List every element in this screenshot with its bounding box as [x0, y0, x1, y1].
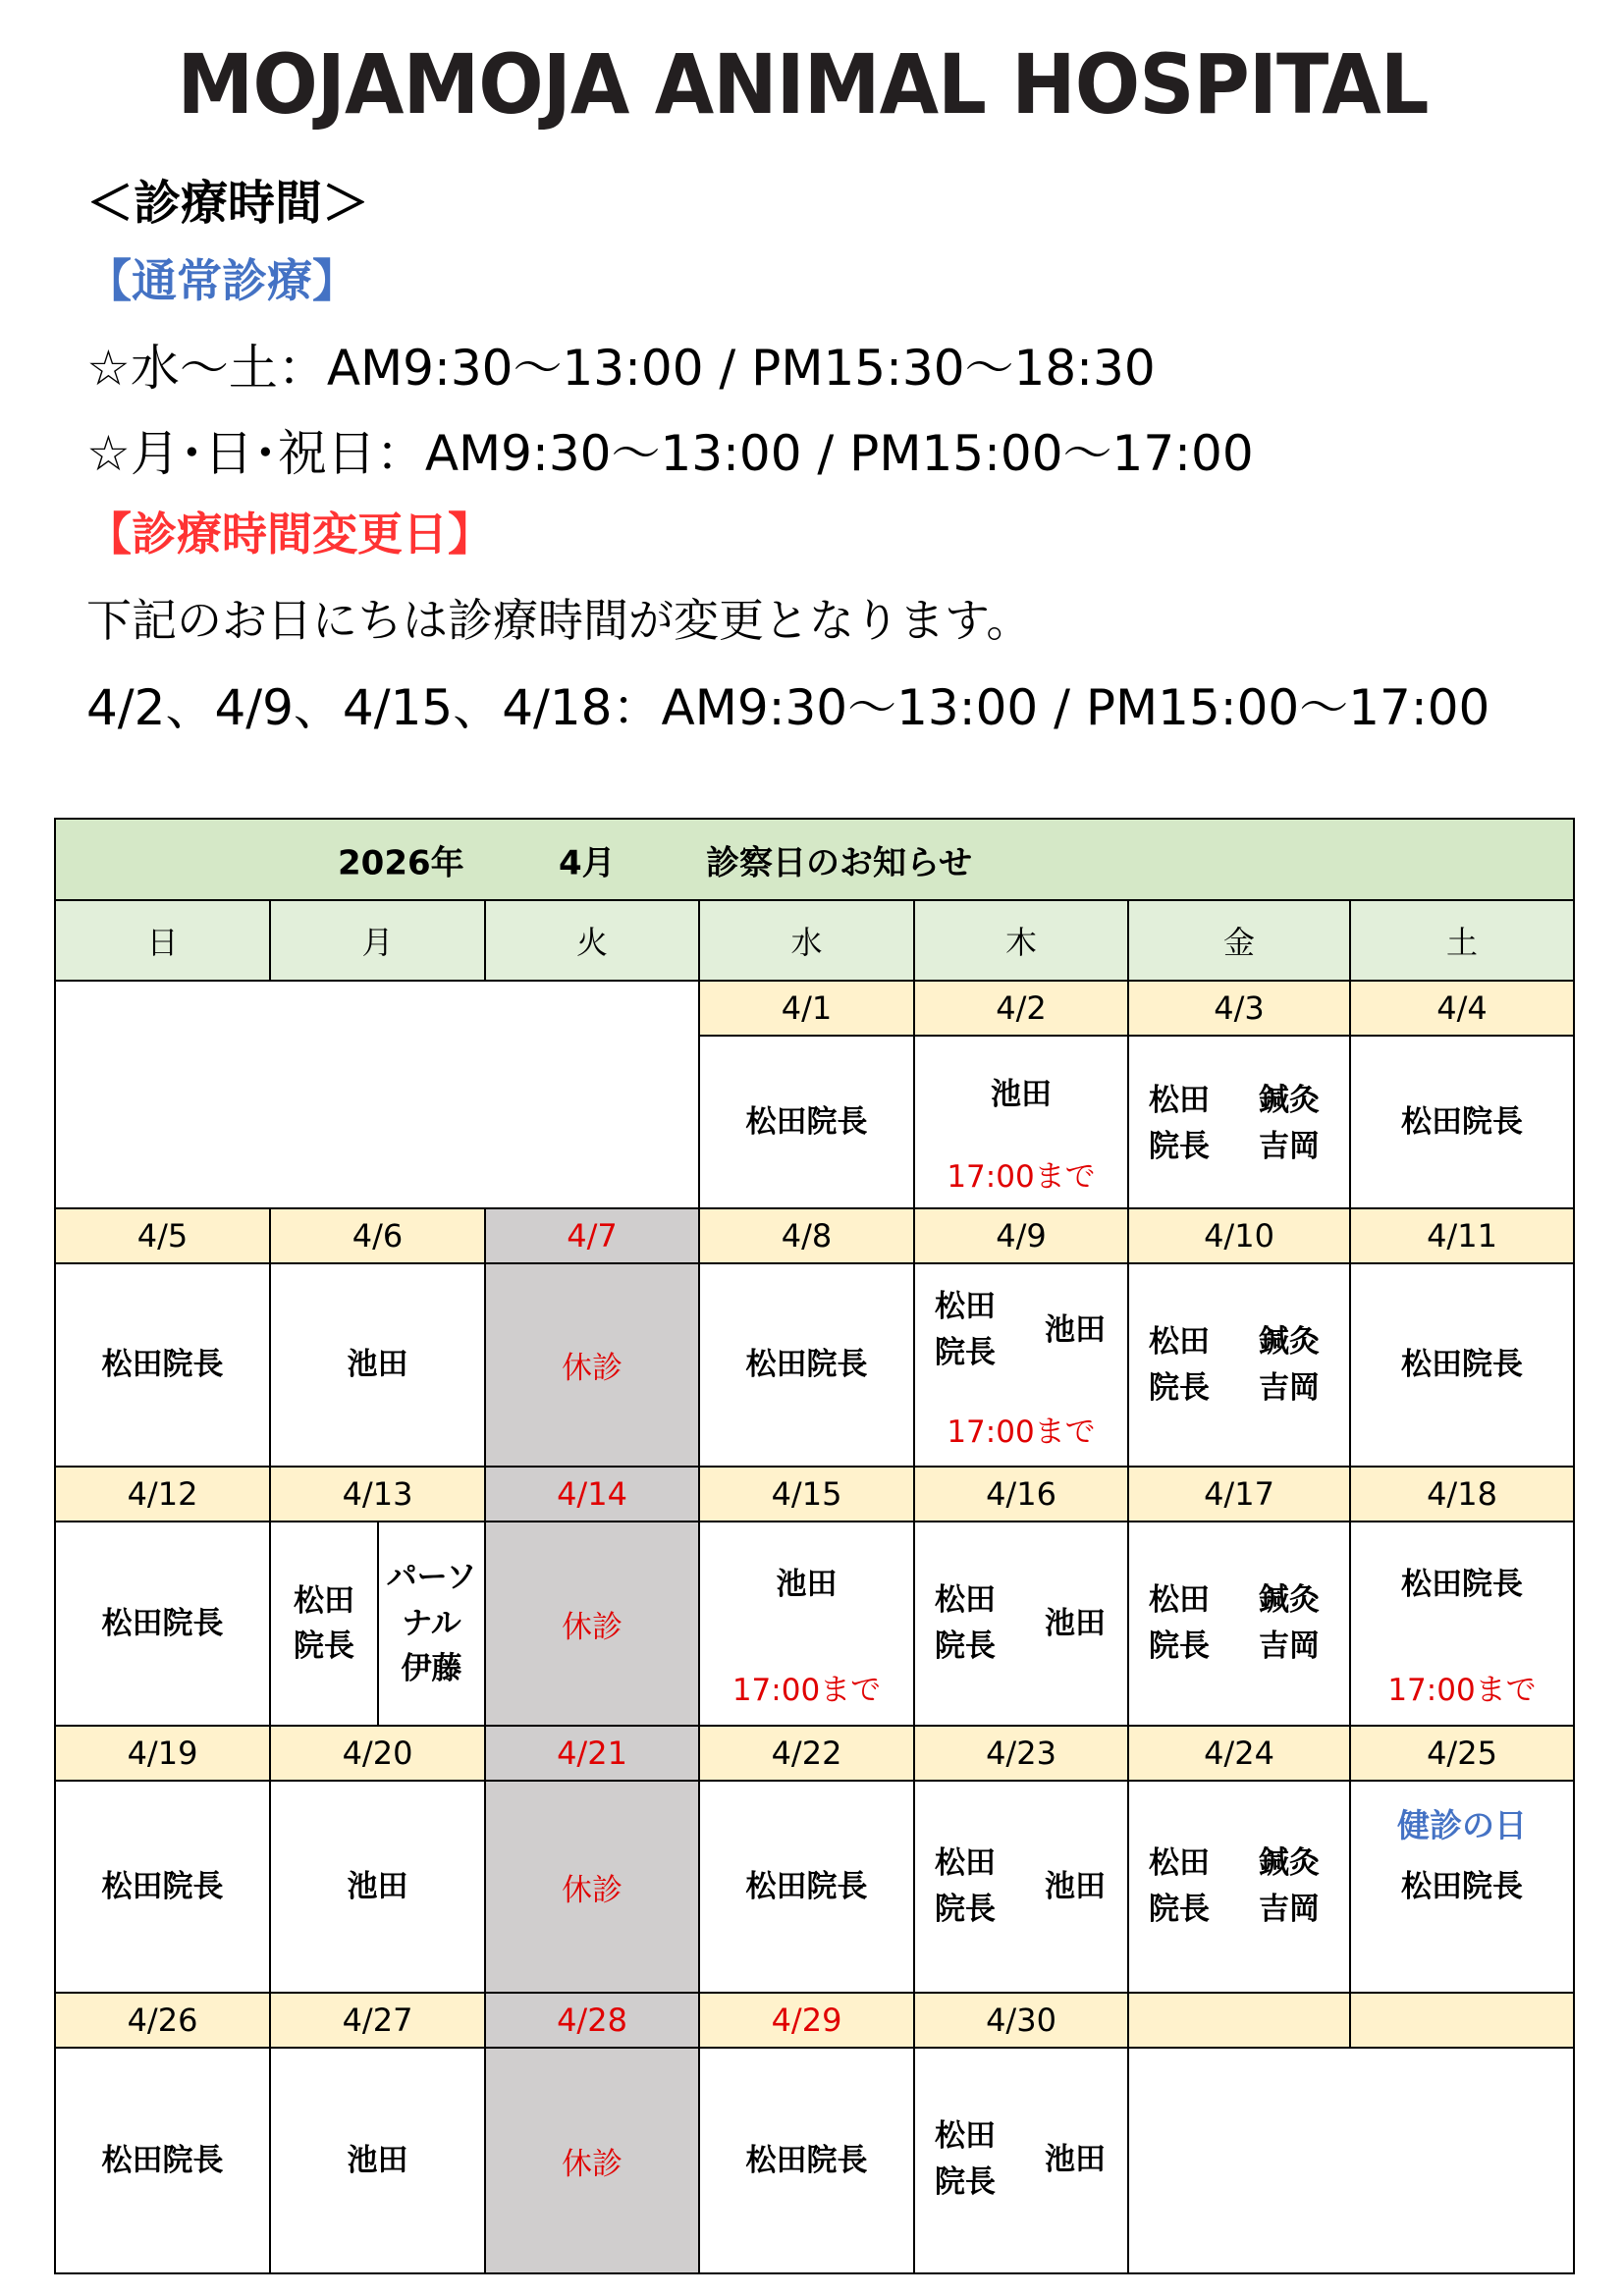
- doctor-name: 松田院長: [745, 1103, 868, 1140]
- doctor-name: 池田: [347, 2142, 408, 2178]
- doctor-cell: [700, 1522, 915, 1727]
- schedule-calendar: [54, 818, 1575, 2274]
- date-cell: 4/6: [271, 1209, 486, 1264]
- empty-cell: [1129, 2049, 1573, 2272]
- date-cell: 4/20: [271, 1727, 486, 1782]
- banner-month: 4月: [559, 843, 616, 882]
- weekday-tue: 火: [486, 901, 700, 982]
- empty-cell: [56, 982, 700, 1209]
- date-cell: 4/9: [915, 1209, 1129, 1264]
- doctor-name: 池田: [776, 1567, 838, 1602]
- date-cell: 4/11: [1351, 1209, 1573, 1264]
- until-note: 17:00まで: [947, 1159, 1096, 1195]
- doctor-name: 松田院長: [1401, 1869, 1523, 1904]
- doctor-name: 松田院長: [101, 1868, 224, 1904]
- date-cell-closed: 4/7: [486, 1209, 700, 1264]
- date-cell: 4/5: [56, 1209, 271, 1264]
- doctor-cell: [700, 2049, 915, 2272]
- date-cell-closed: 4/21: [486, 1727, 700, 1782]
- date-cell-holiday: 4/29: [700, 1994, 915, 2049]
- date-cell-closed: 4/14: [486, 1468, 700, 1522]
- doctor-cell: [271, 1522, 379, 1727]
- hospital-logo: MOJAMOJA ANIMAL HOSPITAL: [177, 36, 1429, 133]
- doctor-name: 松田院長: [101, 1347, 224, 1383]
- date-cell: 4/17: [1129, 1468, 1351, 1522]
- doctor-name: 松田 院長: [1149, 1324, 1210, 1406]
- date-cell: 4/19: [56, 1727, 271, 1782]
- normal-hours-heading: 【通常診療】: [86, 254, 357, 307]
- doctor-name: 松田院長: [745, 1868, 868, 1904]
- date-cell: 4/13: [271, 1468, 486, 1522]
- doctor-cell: [1351, 1037, 1573, 1209]
- doctor-cell: [915, 1782, 1129, 1994]
- until-note: 17:00まで: [731, 1673, 882, 1708]
- banner-title: 診察日のお知らせ: [706, 843, 972, 882]
- date-cell: 4/27: [271, 1994, 486, 2049]
- doctor-cell: [56, 1264, 271, 1468]
- doctor-name: 池田: [1045, 1606, 1106, 1641]
- date-cell: 4/2: [915, 982, 1129, 1037]
- doctor-name: 池田: [1045, 2142, 1106, 2177]
- doctor-name: 松田院長: [101, 2142, 224, 2178]
- closed-cell: [486, 2049, 700, 2272]
- doctor-cell: [56, 1522, 271, 1727]
- doctor-name: 松田院長: [1401, 1103, 1523, 1140]
- weekday-wed: 水: [700, 901, 915, 982]
- changed-hours-note: 下記のお日にちは診療時間が変更となります。: [86, 594, 1032, 647]
- date-cell: 4/22: [700, 1727, 915, 1782]
- doctor-cell: [915, 1522, 1129, 1727]
- closed-label: 休診: [562, 1609, 623, 1645]
- weekday-sun: 日: [56, 901, 271, 982]
- doctor-cell: [700, 1037, 915, 1209]
- doctor-name: 松田 院長: [935, 1845, 996, 1927]
- doctor-name: 松田 院長: [1149, 1845, 1210, 1927]
- doctor-cell: [915, 2049, 1129, 2272]
- doctor-name: 松田 院長: [294, 1582, 354, 1664]
- doctor-name: 松田 院長: [1149, 1083, 1210, 1164]
- doctor-cell: [1351, 1782, 1573, 1994]
- weekday-fri: 金: [1129, 901, 1351, 982]
- date-cell: 4/23: [915, 1727, 1129, 1782]
- weekday-thu: 木: [915, 901, 1129, 982]
- doctor-cell: [271, 2049, 486, 2272]
- doctor-cell: [915, 1264, 1129, 1468]
- normal-hours-wed-sat: ☆水～土：AM9:30～13:00 / PM15:30～18:30: [86, 340, 1156, 397]
- doctor-cell: [271, 1264, 486, 1468]
- weekday-sat: 土: [1351, 901, 1573, 982]
- personal-trainer-name: パーソ ナル 伊藤: [386, 1560, 477, 1687]
- normal-hours-mon-sun-holiday: ☆月･日･祝日：AM9:30～13:00 / PM15:00～17:00: [86, 425, 1254, 482]
- date-cell: 4/8: [700, 1209, 915, 1264]
- date-cell-closed: 4/28: [486, 1994, 700, 2049]
- date-cell: 4/30: [915, 1994, 1129, 2049]
- doctor-cell: [271, 1782, 486, 1994]
- date-cell: 4/16: [915, 1468, 1129, 1522]
- doctor-name: 松田院長: [1401, 1567, 1523, 1602]
- doctor-name: 松田院長: [745, 1347, 868, 1383]
- closed-label: 休診: [562, 1351, 623, 1386]
- acupuncture-name: 鍼灸 吉岡: [1259, 1083, 1320, 1164]
- doctor-name: 松田 院長: [935, 2118, 996, 2200]
- section-title: ＜診療時間＞: [86, 176, 370, 231]
- date-cell: 4/15: [700, 1468, 915, 1522]
- acupuncture-name: 鍼灸 吉岡: [1259, 1845, 1320, 1927]
- doctor-cell: [1129, 1037, 1351, 1209]
- closed-cell: [486, 1264, 700, 1468]
- doctor-cell: [700, 1782, 915, 1994]
- doctor-name: 池田: [347, 1868, 408, 1904]
- doctor-name: 松田院長: [745, 2142, 868, 2178]
- banner-year: 2026年: [338, 843, 464, 882]
- changed-hours-heading: 【診療時間変更日】: [86, 507, 493, 561]
- closed-label: 休診: [562, 1872, 623, 1908]
- doctor-cell: [1351, 1522, 1573, 1727]
- closed-cell: [486, 1522, 700, 1727]
- date-cell: 4/25: [1351, 1727, 1573, 1782]
- doctor-cell: [56, 1782, 271, 1994]
- closed-cell: [486, 1782, 700, 1994]
- weekday-mon: 月: [271, 901, 486, 982]
- doctor-cell: [1129, 1264, 1351, 1468]
- empty-date-cell: [1351, 1994, 1573, 2049]
- date-cell: 4/26: [56, 1994, 271, 2049]
- doctor-name: 松田 院長: [1149, 1582, 1210, 1664]
- doctor-name: 松田院長: [1401, 1347, 1523, 1383]
- date-cell: 4/10: [1129, 1209, 1351, 1264]
- date-cell: 4/24: [1129, 1727, 1351, 1782]
- date-cell: 4/18: [1351, 1468, 1573, 1522]
- doctor-cell: [1351, 1264, 1573, 1468]
- closed-label: 休診: [562, 2146, 623, 2182]
- date-cell: 4/4: [1351, 982, 1573, 1037]
- doctor-cell: [1129, 1782, 1351, 1994]
- until-note: 17:00まで: [1387, 1673, 1537, 1708]
- empty-date-cell: [1129, 1994, 1351, 2049]
- changed-hours-dates: 4/2、4/9、4/15、4/18：AM9:30～13:00 / PM15:00～17:00: [86, 679, 1490, 736]
- doctor-cell: [915, 1037, 1129, 1209]
- doctor-name: 池田: [1045, 1869, 1106, 1904]
- date-cell: 4/12: [56, 1468, 271, 1522]
- doctor-cell: [56, 2049, 271, 2272]
- doctor-name: 松田 院長: [935, 1289, 996, 1370]
- doctor-name: 池田: [1045, 1312, 1106, 1348]
- doctor-name: 松田院長: [101, 1605, 224, 1641]
- until-note: 17:00まで: [947, 1415, 1096, 1450]
- doctor-name: 松田 院長: [935, 1582, 996, 1664]
- doctor-name: 池田: [991, 1077, 1052, 1112]
- doctor-cell: [700, 1264, 915, 1468]
- acupuncture-name: 鍼灸 吉岡: [1259, 1324, 1320, 1406]
- acupuncture-name: 鍼灸 吉岡: [1259, 1582, 1320, 1664]
- date-cell: 4/1: [700, 982, 915, 1037]
- checkup-day-label: 健診の日: [1397, 1806, 1527, 1844]
- date-cell: 4/3: [1129, 982, 1351, 1037]
- doctor-name: 池田: [347, 1347, 408, 1383]
- calendar-banner: [56, 820, 1573, 901]
- doctor-cell: [1129, 1522, 1351, 1727]
- doctor-cell: [379, 1522, 486, 1727]
